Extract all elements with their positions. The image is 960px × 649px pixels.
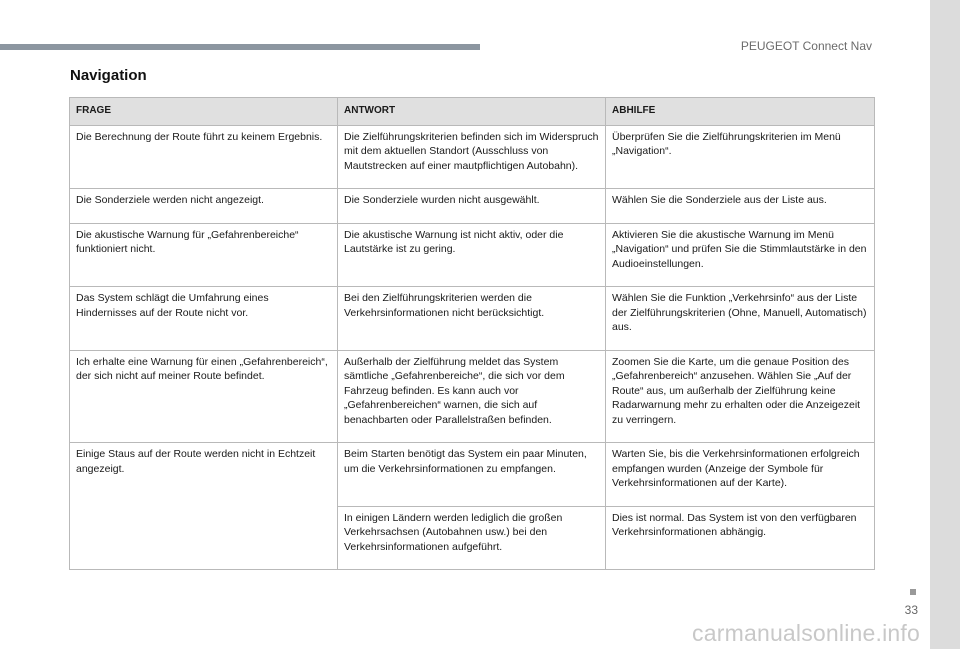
- page-number: 33: [904, 603, 918, 617]
- cell-answer: Die Zielführungskriterien befinden sich im Widerspruch mit dem aktuellen Standort (Ausschluss von Mautstrecken auf einer mautpflichtigen Autobahn).: [338, 125, 606, 189]
- cell-question: Ich erhalte eine Warnung für einen „Gefahrenbereich“, der sich nicht auf meiner Route befindet.: [70, 350, 338, 443]
- column-header-answer: ANTWORT: [338, 98, 606, 126]
- cell-answer: Die Sonderziele wurden nicht ausgewählt.: [338, 189, 606, 224]
- cell-question: Einige Staus auf der Route werden nicht in Echtzeit angezeigt.: [70, 443, 338, 570]
- page-marker-icon: [910, 589, 916, 595]
- table-row: [70, 350, 875, 443]
- table-header-row: [70, 98, 875, 126]
- cell-answer: Bei den Zielführungskriterien werden die Verkehrsinformationen nicht berücksichtigt.: [338, 287, 606, 351]
- table-row: [70, 443, 875, 507]
- table-row: [70, 223, 875, 287]
- cell-question: Die akustische Warnung für „Gefahrenbereiche“ funktioniert nicht.: [70, 223, 338, 287]
- cell-question: Das System schlägt die Umfahrung eines Hindernisses auf der Route nicht vor.: [70, 287, 338, 351]
- table-row: [70, 189, 875, 224]
- cell-answer: Die akustische Warnung ist nicht aktiv, oder die Lautstärke ist zu gering.: [338, 223, 606, 287]
- cell-remedy: Wählen Sie die Sonderziele aus der Liste aus.: [606, 189, 875, 224]
- column-header-remedy: ABHILFE: [606, 98, 875, 126]
- cell-answer: Außerhalb der Zielführung meldet das System sämtliche „Gefahrenbereiche“, die sich vor dem Fahrzeug befinden. Es kann auch vor „Gefahrenbereichen“ warnen, die sich auf benachbarten oder Parallelstraßen befinden.: [338, 350, 606, 443]
- faq-table: [69, 97, 875, 570]
- cell-remedy: Überprüfen Sie die Zielführungskriterien im Menü „Navigation“.: [606, 125, 875, 189]
- cell-remedy: Zoomen Sie die Karte, um die genaue Position des „Gefahrenbereich“ anzusehen. Wählen Sie „Auf der Route“ aus, um außerhalb der Zielführung keine Radarwarnung mehr zu erhalten oder die Anzeigezeit zu verringern.: [606, 350, 875, 443]
- cell-remedy: Aktivieren Sie die akustische Warnung im Menü „Navigation“ und prüfen Sie die Stimmlautstärke in den Audioeinstellungen.: [606, 223, 875, 287]
- cell-answer: Beim Starten benötigt das System ein paar Minuten, um die Verkehrsinformationen zu empfangen.: [338, 443, 606, 507]
- watermark: carmanualsonline.info: [692, 620, 920, 646]
- table-row: [70, 125, 875, 189]
- cell-question: Die Berechnung der Route führt zu keinem Ergebnis.: [70, 125, 338, 189]
- cell-remedy: Warten Sie, bis die Verkehrsinformationen erfolgreich empfangen wurden (Anzeige der Symbole für Verkehrsinformationen auf der Karte).: [606, 443, 875, 507]
- cell-remedy: Dies ist normal. Das System ist von den verfügbaren Verkehrsinformationen abhängig.: [606, 506, 875, 570]
- cell-remedy: Wählen Sie die Funktion „Verkehrsinfo“ aus der Liste der Zielführungskriterien (Ohne, Manuell, Automatisch) aus.: [606, 287, 875, 351]
- table-row: [70, 287, 875, 351]
- cell-question: Die Sonderziele werden nicht angezeigt.: [70, 189, 338, 224]
- header-brand: PEUGEOT Connect Nav: [740, 39, 872, 53]
- header-rule: [0, 44, 480, 50]
- page-title: Navigation: [70, 67, 147, 84]
- cell-answer: In einigen Ländern werden lediglich die großen Verkehrsachsen (Autobahnen usw.) bei den Verkehrsinformationen aufgeführt.: [338, 506, 606, 570]
- column-header-question: FRAGE: [70, 98, 338, 126]
- side-band: [930, 0, 960, 649]
